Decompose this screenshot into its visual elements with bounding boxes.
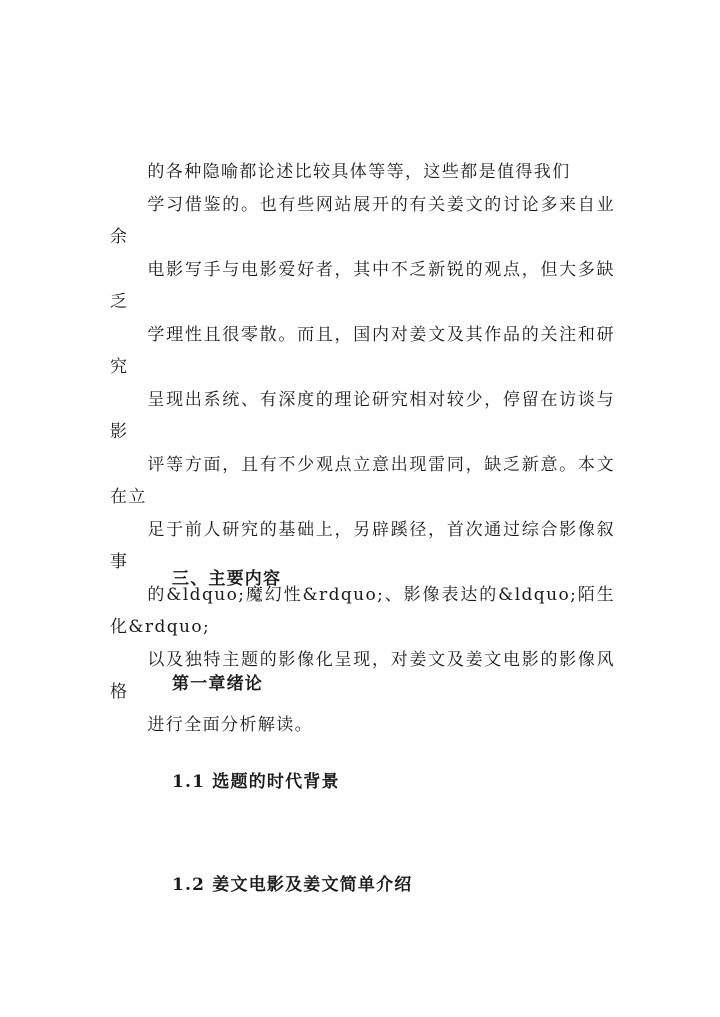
heading-section-1-2: 1.2 姜文电影及姜文简单介绍 [172, 875, 413, 895]
paragraph-line-9: 以及独特主题的影像化呈现，对姜文及姜文电影的影像风格 [110, 649, 615, 702]
heading-section-1-1: 1.1 选题的时代背景 [172, 772, 340, 792]
paragraph-line-7: 足于前人研究的基础上，另辟蹊径，首次通过综合影像叙事 [110, 519, 615, 572]
paragraph-line-4: 学理性且很零散。而且，国内对姜文及其作品的关注和研究 [110, 324, 615, 377]
paragraph-line-8: 的&ldquo;魔幻性&rdquo;、影像表达的&ldquo;陌生化&rdquo; [110, 584, 615, 637]
paragraph-line-1: 的各种隐喻都论述比较具体等等，这些都是值得我们 [147, 162, 571, 182]
paragraph-line-5: 呈现出系统、有深度的理论研究相对较少，停留在访谈与影 [110, 389, 615, 442]
heading-chapter-one: 第一章绪论 [172, 674, 263, 694]
heading-main-content: 三、主要内容 [172, 569, 282, 589]
paragraph-line-2: 学习借鉴的。也有些网站展开的有关姜文的讨论多来自业余 [110, 194, 615, 247]
paragraph-line-10: 进行全面分析解读。 [147, 714, 313, 735]
paragraph-line-6: 评等方面，且有不少观点立意出现雷同，缺乏新意。本文在立 [110, 454, 615, 507]
paragraph-line-3: 电影写手与电影爱好者，其中不乏新锐的观点，但大多缺乏 [110, 259, 615, 312]
body-paragraph [110, 156, 615, 741]
